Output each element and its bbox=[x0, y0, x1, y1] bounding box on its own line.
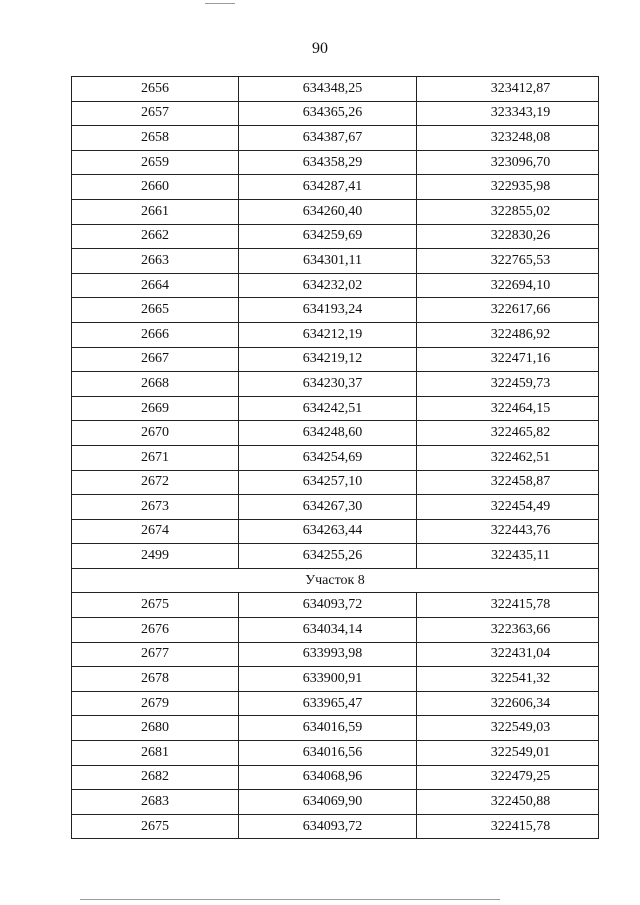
x-coordinate-cell: 634193,24 bbox=[239, 298, 417, 323]
point-number-cell: 2678 bbox=[72, 667, 239, 692]
table-row bbox=[72, 175, 599, 200]
coordinates-table-body bbox=[72, 77, 599, 839]
x-coordinate-cell: 634267,30 bbox=[239, 495, 417, 520]
y-coordinate-cell: 322450,88 bbox=[417, 790, 599, 815]
x-coordinate-cell: 634016,59 bbox=[239, 716, 417, 741]
x-coordinate-cell: 634016,56 bbox=[239, 741, 417, 766]
x-coordinate-cell: 634259,69 bbox=[239, 224, 417, 249]
point-number-cell: 2499 bbox=[72, 544, 239, 569]
x-coordinate-cell: 634254,69 bbox=[239, 445, 417, 470]
point-number-cell: 2675 bbox=[72, 814, 239, 839]
x-coordinate-cell: 634232,02 bbox=[239, 273, 417, 298]
y-coordinate-cell: 322694,10 bbox=[417, 273, 599, 298]
y-coordinate-cell: 322458,87 bbox=[417, 470, 599, 495]
x-coordinate-cell: 634212,19 bbox=[239, 322, 417, 347]
x-coordinate-cell: 634219,12 bbox=[239, 347, 417, 372]
point-number-cell: 2676 bbox=[72, 618, 239, 643]
table-row bbox=[72, 347, 599, 372]
table-row bbox=[72, 126, 599, 151]
table-row bbox=[72, 495, 599, 520]
y-coordinate-cell: 322617,66 bbox=[417, 298, 599, 323]
table-row bbox=[72, 101, 599, 126]
point-number-cell: 2675 bbox=[72, 593, 239, 618]
x-coordinate-cell: 634230,37 bbox=[239, 372, 417, 397]
x-coordinate-cell: 634263,44 bbox=[239, 519, 417, 544]
table-row bbox=[72, 519, 599, 544]
y-coordinate-cell: 322606,34 bbox=[417, 691, 599, 716]
y-coordinate-cell: 323096,70 bbox=[417, 150, 599, 175]
y-coordinate-cell: 322935,98 bbox=[417, 175, 599, 200]
table-row bbox=[72, 814, 599, 839]
y-coordinate-cell: 322363,66 bbox=[417, 618, 599, 643]
x-coordinate-cell: 634068,96 bbox=[239, 765, 417, 790]
x-coordinate-cell: 633993,98 bbox=[239, 642, 417, 667]
y-coordinate-cell: 322549,01 bbox=[417, 741, 599, 766]
point-number-cell: 2658 bbox=[72, 126, 239, 151]
y-coordinate-cell: 322830,26 bbox=[417, 224, 599, 249]
point-number-cell: 2682 bbox=[72, 765, 239, 790]
table-row bbox=[72, 150, 599, 175]
table-row bbox=[72, 691, 599, 716]
table-row bbox=[72, 790, 599, 815]
y-coordinate-cell: 322415,78 bbox=[417, 593, 599, 618]
scan-artifact-top bbox=[205, 3, 235, 4]
table-row bbox=[72, 741, 599, 766]
y-coordinate-cell: 322471,16 bbox=[417, 347, 599, 372]
point-number-cell: 2672 bbox=[72, 470, 239, 495]
table-row bbox=[72, 618, 599, 643]
x-coordinate-cell: 634248,60 bbox=[239, 421, 417, 446]
y-coordinate-cell: 323343,19 bbox=[417, 101, 599, 126]
y-coordinate-cell: 322454,49 bbox=[417, 495, 599, 520]
point-number-cell: 2662 bbox=[72, 224, 239, 249]
y-coordinate-cell: 322465,82 bbox=[417, 421, 599, 446]
point-number-cell: 2667 bbox=[72, 347, 239, 372]
table-row bbox=[72, 470, 599, 495]
y-coordinate-cell: 322443,76 bbox=[417, 519, 599, 544]
table-row bbox=[72, 372, 599, 397]
point-number-cell: 2674 bbox=[72, 519, 239, 544]
y-coordinate-cell: 322479,25 bbox=[417, 765, 599, 790]
point-number-cell: 2680 bbox=[72, 716, 239, 741]
point-number-cell: 2665 bbox=[72, 298, 239, 323]
y-coordinate-cell: 322765,53 bbox=[417, 249, 599, 274]
y-coordinate-cell: 322549,03 bbox=[417, 716, 599, 741]
table-row bbox=[72, 396, 599, 421]
y-coordinate-cell: 322486,92 bbox=[417, 322, 599, 347]
point-number-cell: 2663 bbox=[72, 249, 239, 274]
table-row bbox=[72, 199, 599, 224]
scan-artifact-bottom bbox=[80, 899, 500, 900]
y-coordinate-cell: 323248,08 bbox=[417, 126, 599, 151]
x-coordinate-cell: 634093,72 bbox=[239, 814, 417, 839]
table-row bbox=[72, 716, 599, 741]
x-coordinate-cell: 634301,11 bbox=[239, 249, 417, 274]
point-number-cell: 2664 bbox=[72, 273, 239, 298]
table-row bbox=[72, 445, 599, 470]
point-number-cell: 2677 bbox=[72, 642, 239, 667]
x-coordinate-cell: 634257,10 bbox=[239, 470, 417, 495]
x-coordinate-cell: 633900,91 bbox=[239, 667, 417, 692]
y-coordinate-cell: 322431,04 bbox=[417, 642, 599, 667]
table-row bbox=[72, 322, 599, 347]
point-number-cell: 2679 bbox=[72, 691, 239, 716]
x-coordinate-cell: 634365,26 bbox=[239, 101, 417, 126]
y-coordinate-cell: 322415,78 bbox=[417, 814, 599, 839]
x-coordinate-cell: 634260,40 bbox=[239, 199, 417, 224]
y-coordinate-cell: 322464,15 bbox=[417, 396, 599, 421]
page-number: 90 bbox=[312, 40, 328, 57]
x-coordinate-cell: 634387,67 bbox=[239, 126, 417, 151]
point-number-cell: 2666 bbox=[72, 322, 239, 347]
table-row bbox=[72, 224, 599, 249]
x-coordinate-cell: 634255,26 bbox=[239, 544, 417, 569]
table-row bbox=[72, 544, 599, 569]
table-row bbox=[72, 667, 599, 692]
y-coordinate-cell: 323412,87 bbox=[417, 77, 599, 102]
point-number-cell: 2657 bbox=[72, 101, 239, 126]
point-number-cell: 2660 bbox=[72, 175, 239, 200]
x-coordinate-cell: 634358,29 bbox=[239, 150, 417, 175]
table-row bbox=[72, 593, 599, 618]
x-coordinate-cell: 634093,72 bbox=[239, 593, 417, 618]
x-coordinate-cell: 634287,41 bbox=[239, 175, 417, 200]
y-coordinate-cell: 322541,32 bbox=[417, 667, 599, 692]
x-coordinate-cell: 634069,90 bbox=[239, 790, 417, 815]
point-number-cell: 2683 bbox=[72, 790, 239, 815]
point-number-cell: 2671 bbox=[72, 445, 239, 470]
x-coordinate-cell: 634242,51 bbox=[239, 396, 417, 421]
point-number-cell: 2659 bbox=[72, 150, 239, 175]
table-row bbox=[72, 249, 599, 274]
point-number-cell: 2670 bbox=[72, 421, 239, 446]
x-coordinate-cell: 634348,25 bbox=[239, 77, 417, 102]
point-number-cell: 2656 bbox=[72, 77, 239, 102]
section-title: Участок 8 bbox=[72, 568, 599, 593]
point-number-cell: 2668 bbox=[72, 372, 239, 397]
y-coordinate-cell: 322435,11 bbox=[417, 544, 599, 569]
coordinates-table bbox=[71, 76, 599, 839]
table-row bbox=[72, 298, 599, 323]
point-number-cell: 2673 bbox=[72, 495, 239, 520]
y-coordinate-cell: 322462,51 bbox=[417, 445, 599, 470]
section-header-row bbox=[72, 568, 599, 593]
table-row bbox=[72, 77, 599, 102]
table-row bbox=[72, 765, 599, 790]
table-row bbox=[72, 642, 599, 667]
y-coordinate-cell: 322855,02 bbox=[417, 199, 599, 224]
table-row bbox=[72, 421, 599, 446]
x-coordinate-cell: 634034,14 bbox=[239, 618, 417, 643]
y-coordinate-cell: 322459,73 bbox=[417, 372, 599, 397]
point-number-cell: 2681 bbox=[72, 741, 239, 766]
x-coordinate-cell: 633965,47 bbox=[239, 691, 417, 716]
point-number-cell: 2661 bbox=[72, 199, 239, 224]
point-number-cell: 2669 bbox=[72, 396, 239, 421]
table-row bbox=[72, 273, 599, 298]
